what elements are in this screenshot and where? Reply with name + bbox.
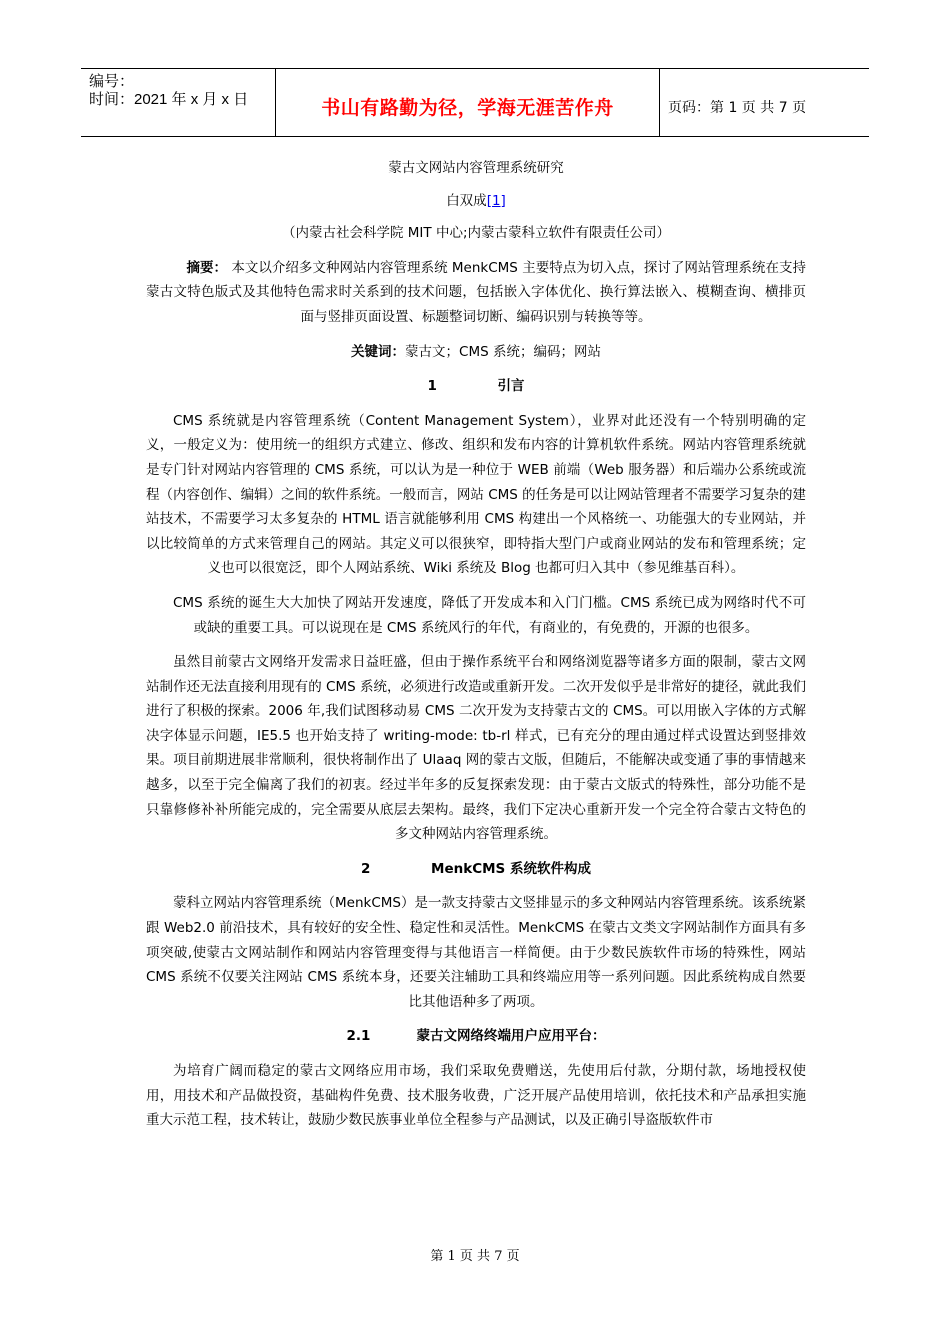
page-footer: 第 1 页 共 7 页: [430, 1249, 520, 1264]
paragraph: CMS 系统就是内容管理系统（Content Management System），业界对此还没有一个特别明确的定义，一般定义为：使用统一的组织方式建立、修改、组织和发布内容的计算机软件系统。网站内容管理系统就是专门针对网站内容管理的 CMS 系统，可以认为是一种位于 WEB 前端（Web 服务器）和后端办公系统或流程（内容创作、编辑）之间的软件系统。一般而言，网站 CMS 的任务是可以让网站管理者不需要学习复杂的建站技术，不需要学习太多复杂的 HTML 语言就能够利用 CMS 构建出一个风格统一、功能强大的专业网站，并以比较简单的方式来管理自己的网站。其定义可以很狭窄，即特指大型门户或商业网站的发布和管理系统；定义也可以很宽泛，即个人网站系统、Wiki 系统及 Blog 也都可归入其中（参见维基百科）。: [146, 412, 806, 577]
abstract: [146, 256, 806, 330]
abstract-label: 摘要：: [186, 259, 228, 276]
affiliation: （内蒙古社会科学院 MIT 中心;内蒙古蒙科立软件有限责任公司）: [281, 225, 670, 242]
header-info-cell: [81, 69, 276, 136]
paragraph: 为培育广阔而稳定的蒙古文网络应用市场，我们采取免费赠送，先使用后付款，分期付款，场地授权使用，用技术和产品做投资，基础构件免费、技术服务收费，广泛开展产品使用培训，依托技术和产品承担实施重大示范工程，技术转让，鼓励少数民族事业单位全程参与产品测试，以及正确引导盗版软件市: [146, 1063, 806, 1129]
author-line: [146, 189, 806, 214]
header-motto: 书山有路勤为径，学海无涯苦作舟: [276, 69, 660, 136]
document-body: [146, 156, 806, 1133]
paragraph: CMS 系统的诞生大大加快了网站开发速度，降低了开发成本和入门门槛。CMS 系统已成为网络时代不可或缺的重要工具。可以说现在是 CMS 系统风行的年代，有商业的，有免费的，开源的也很多。: [173, 594, 806, 636]
section-title: MenkCMS 系统软件构成: [431, 860, 591, 877]
section-number: 1: [427, 378, 437, 395]
keywords-label: 关键词：: [351, 343, 406, 360]
section-heading-2-1: [146, 1024, 806, 1049]
section-heading-2: [146, 857, 806, 882]
author-name: 白双成: [446, 192, 487, 209]
header-page-label: 页码：第 1 页 共 7 页: [668, 99, 807, 116]
section-number: 2: [361, 860, 371, 877]
section-number: 2.1: [346, 1028, 371, 1045]
paragraph: 蒙科立网站内容管理系统（MenkCMS）是一款支持蒙古文竖排显示的多文种网站内容管理系统。该系统紧跟 Web2.0 前沿技术，具有较好的安全性、稳定性和灵活性。MenkCMS 在蒙古文类文字网站制作方面具有多项突破,使蒙古文网站制作和网站内容管理变得与其他语言一样简便。由于少数民族软件市场的特殊性，网站 CMS 系统不仅要关注网站 CMS 系统本身，还要关注辅助工具和终端应用等一系列问题。因此系统构成自然要比其他语种多了两项。: [146, 895, 806, 1010]
section-title: 引言: [497, 378, 525, 395]
keywords-text: 蒙古文；CMS 系统；编码；网站: [405, 343, 601, 360]
section-heading-1: [146, 374, 806, 399]
page-header: [81, 68, 869, 137]
number-label: 编号：: [89, 73, 135, 90]
abstract-text: 本文以介绍多文种网站内容管理系统 MenkCMS 主要特点为切入点，探讨了网站管理系统在支持蒙古文特色版式及其他特色需求时关系到的技术问题，包括嵌入字体优化、换行算法嵌入、模糊查询、横排页面与竖排页面设置、标题整词切断、编码识别与转换等等。: [146, 259, 806, 325]
keywords: [146, 340, 806, 365]
paragraph: 虽然目前蒙古文网络开发需求日益旺盛，但由于操作系统平台和网络浏览器等诸多方面的限制，蒙古文网站制作还无法直接利用现有的 CMS 系统，必须进行改造或重新开发。二次开发似乎是非常好的捷径，就此我们进行了积极的探索。2006 年,我们试图移动易 CMS 二次开发为支持蒙古文的 CMS。可以用嵌入字体的方式解决字体显示问题，IE5.5 也开始支持了 writing-mode: tb-rl 样式，已有充分的理由通过样式设置达到竖排效果。项目前期进展非常顺利，很快将制作出了 Ulaaq 网的蒙古文版，但随后，不能解决或变通了事的事情越来越多，以至于完全偏离了我们的初衷。经过半年多的反复探索发现：由于蒙古文版式的特殊性，部分功能不是只靠修修补补所能完成的，完全需要从底层去架构。最终，我们下定决心重新开发一个完全符合蒙古文特色的多文种网站内容管理系统。: [146, 654, 806, 843]
author-footnote-link[interactable]: [1]: [486, 192, 506, 209]
section-title: 蒙古文网络终端用户应用平台：: [416, 1028, 606, 1045]
document-title: 蒙古文网站内容管理系统研究: [388, 160, 564, 176]
date-label: 时间：2021 年 x 月 x 日: [89, 91, 249, 108]
